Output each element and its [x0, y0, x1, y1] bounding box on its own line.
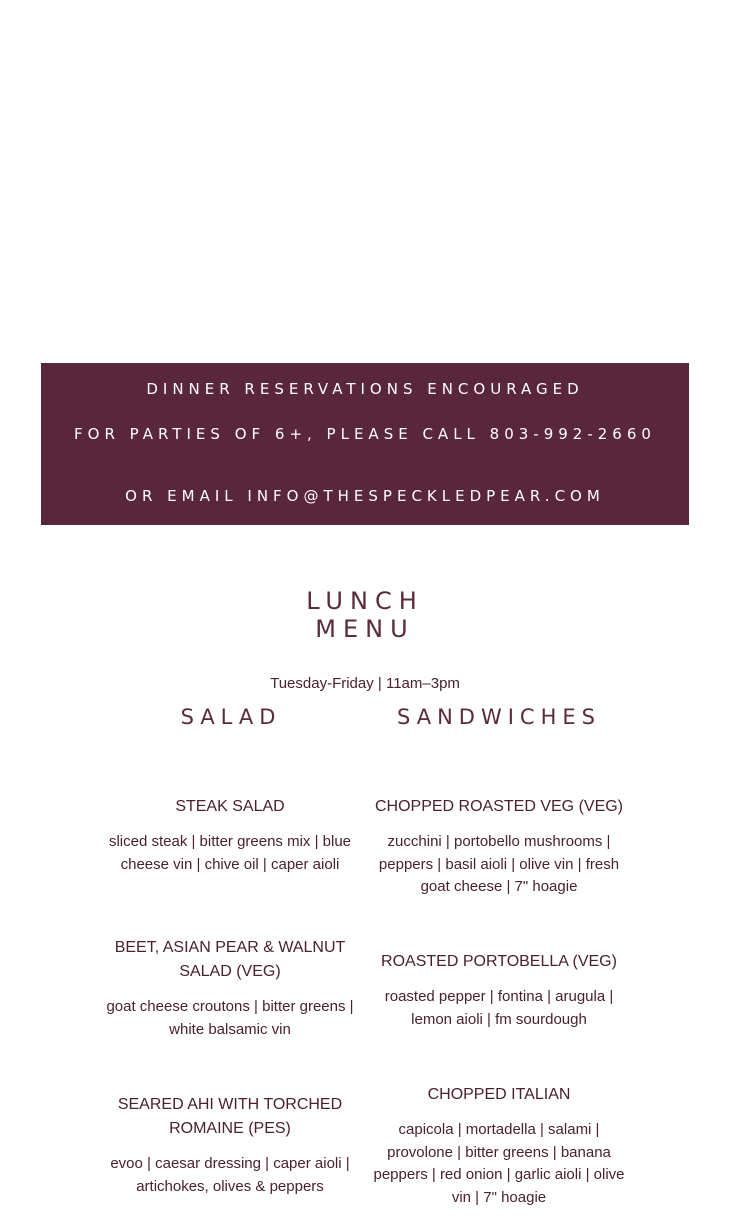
menu-item-beet-salad [98, 936, 362, 1041]
salad-heading: SALAD [180, 705, 282, 729]
menu-item-description: goat cheese croutons | bitter greens | white balsamic vin [106, 998, 354, 1038]
sandwiches-heading: SANDWICHES [397, 705, 601, 729]
menu-item-name: BEET, ASIAN PEAR & WALNUT SALAD (VEG) [114, 939, 346, 980]
reservations-banner [41, 363, 689, 525]
menu-item-description: evoo | caesar dressing | caper aioli | artichokes, olives & peppers [110, 1155, 350, 1195]
lunch-hours: Tuesday-Friday | 11am–3pm [270, 675, 460, 692]
banner-phone-text[interactable]: FOR PARTIES OF 6+, PLEASE CALL 803-992-2660 [74, 425, 656, 443]
menu-item-roasted-portobella [366, 950, 632, 1031]
menu-item-description: sliced steak | bitter greens mix | blue cheese vin | chive oil | caper aioli [108, 833, 352, 873]
menu-item-name: SEARED AHI WITH TORCHED ROMAINE (PES) [117, 1096, 343, 1137]
menu-item-seared-ahi [98, 1093, 362, 1198]
title-line-menu: MENU [315, 615, 415, 643]
menu-item-description: zucchini | portobello mushrooms | peppers | basil aioli | olive vin | fresh goat cheese | 7" hoagie [378, 833, 620, 895]
menu-item-name: ROASTED PORTOBELLA (VEG) [381, 953, 617, 970]
menu-item-name: CHOPPED ITALIAN [427, 1086, 571, 1103]
menu-item-description: capicola | mortadella | salami | provolone | bitter greens | banana peppers | red onion | garlic aioli | olive vin | 7" hoagie [373, 1121, 625, 1206]
menu-item-name: CHOPPED ROASTED VEG (VEG) [374, 798, 624, 815]
menu-item-chopped-roasted-veg [366, 795, 632, 899]
banner-reservations-text: DINNER RESERVATIONS ENCOURAGED [146, 380, 584, 398]
menu-item-name: STEAK SALAD [175, 798, 285, 815]
menu-item-description: roasted pepper | fontina | arugula | lemon aioli | fm sourdough [384, 988, 614, 1028]
menu-item-steak-salad [98, 795, 362, 876]
menu-item-chopped-italian [366, 1083, 632, 1209]
title-line-lunch: LUNCH [306, 587, 424, 615]
lunch-menu-title [0, 587, 730, 643]
banner-email-text[interactable]: OR EMAIL INFO@THESPECKLEDPEAR.COM [125, 487, 605, 505]
